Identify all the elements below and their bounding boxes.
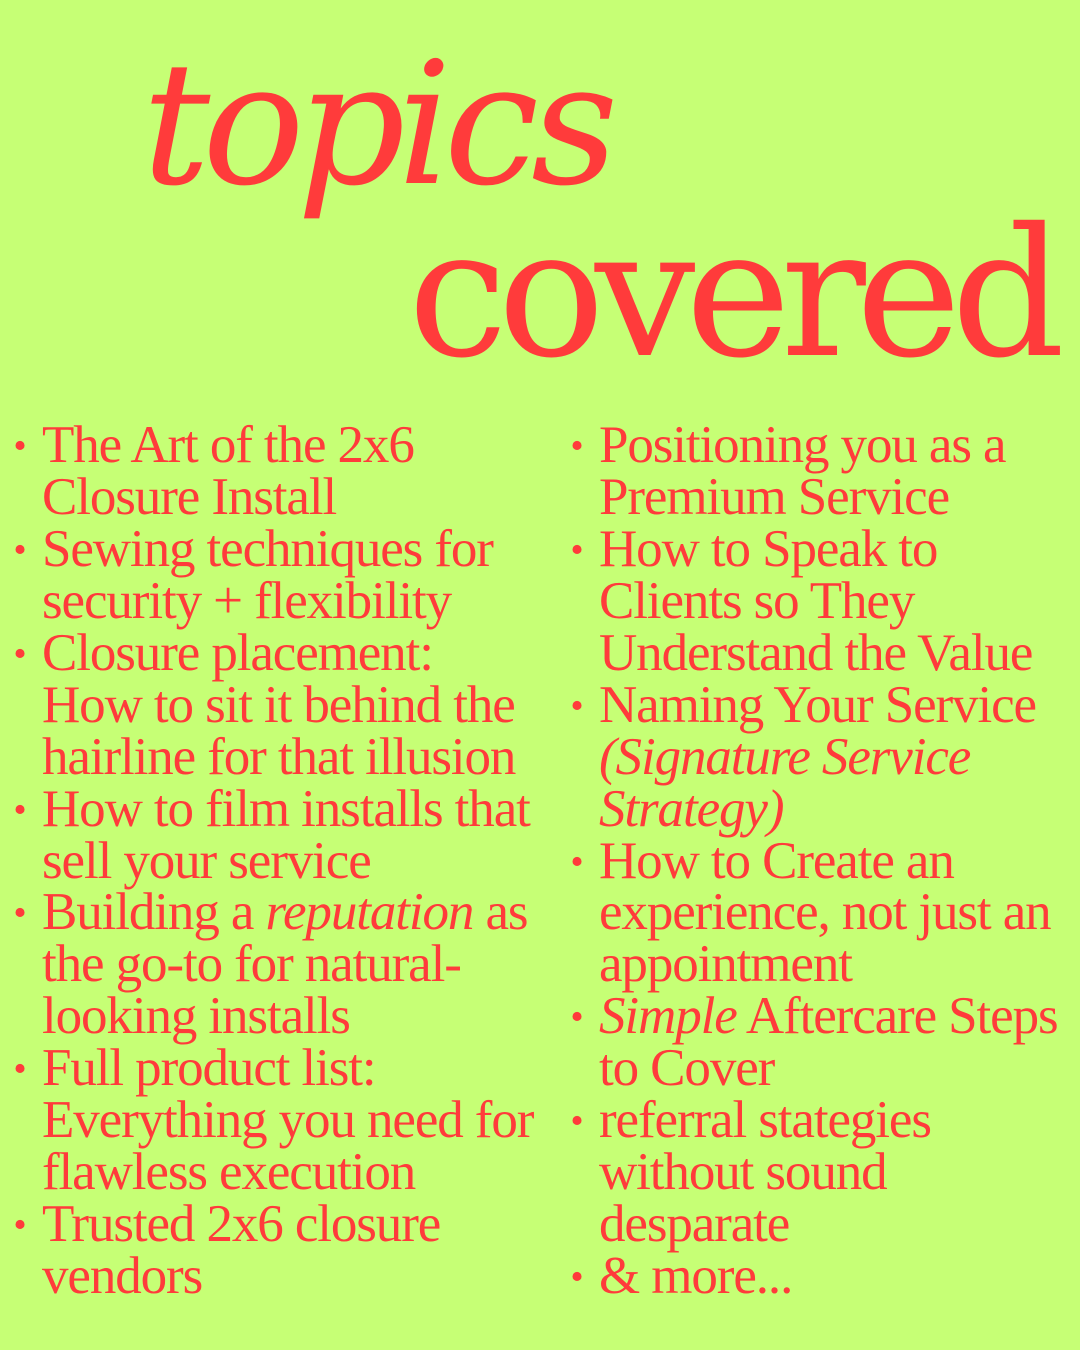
bullet-icon: • [13, 528, 27, 571]
topic-line: Premium Service [599, 467, 949, 526]
topic-line: Full product list: [42, 1039, 376, 1098]
bullet-icon: • [13, 892, 27, 935]
topic-referral-strategies [565, 1091, 1070, 1254]
topic-premium-service [565, 416, 1070, 526]
topic-line: security + flexibility [42, 571, 451, 630]
topic-italic-text: Simple [599, 987, 737, 1046]
title-covered: covered [408, 190, 1056, 397]
topic-line: without sound [599, 1143, 887, 1202]
topic-line: experience, not just an [599, 883, 1051, 942]
topic-naming-service [565, 675, 1070, 838]
topic-line: Clients so They [599, 571, 915, 630]
topic-line: Understand the Value [599, 623, 1033, 682]
bullet-icon: • [570, 528, 584, 571]
bullet-icon: • [570, 1256, 584, 1298]
topic-line: Trusted 2x6 closure [42, 1195, 441, 1254]
topic-sewing-techniques [8, 519, 543, 630]
topic-line: sell your service [42, 831, 371, 890]
bullet-icon: • [570, 684, 584, 727]
topic-line: Positioning you as a [599, 416, 1006, 474]
topic-line: How to film installs that [42, 779, 530, 838]
topic-line: Naming Your Service [599, 675, 1036, 734]
topic-aftercare-steps [565, 987, 1070, 1098]
topic-create-experience [565, 831, 1070, 994]
topic-film-installs [8, 779, 543, 890]
topic-line: How to Create an [599, 831, 954, 890]
topic-line: looking installs [42, 987, 350, 1046]
topic-line: Sewing techniques for [42, 519, 493, 578]
bullet-icon: • [13, 632, 27, 675]
topic-first-line [42, 883, 543, 942]
topic-line: Closure Install [42, 467, 337, 526]
bullet-icon: • [570, 425, 584, 467]
topic-closure-placement [8, 623, 543, 786]
bullet-icon: • [13, 788, 27, 831]
topic-line: referral stategies [599, 1091, 931, 1150]
bullet-icon: • [570, 1100, 584, 1143]
right-topic-list [565, 416, 1070, 1305]
topic-line: vendors [42, 1247, 203, 1305]
topic-italic-text: reputation [265, 883, 474, 942]
bullet-icon: • [570, 996, 584, 1039]
topic-line: Closure placement: [42, 623, 433, 682]
topic-2x6-closure-install [8, 416, 543, 526]
topic-line: to Cover [599, 1039, 775, 1098]
left-topic-list [8, 416, 543, 1305]
title-topics: topics [142, 26, 611, 224]
topic-line: flawless execution [42, 1143, 416, 1202]
topic-line: the go-to for natural- [42, 935, 461, 994]
topic-building-reputation [8, 883, 543, 1046]
topic-line: How to sit it behind the [42, 675, 515, 734]
topic-line: How to Speak to [599, 519, 938, 578]
topic-line: appointment [599, 935, 852, 994]
topic-speak-to-clients [565, 519, 1070, 682]
topic-and-more [565, 1247, 1070, 1305]
topic-line: hairline for that illusion [42, 727, 516, 786]
topic-first-line [599, 987, 1070, 1046]
topics-list-section [0, 416, 1080, 1320]
topic-full-product-list [8, 1039, 543, 1202]
topic-italic-line: (Signature Service [599, 727, 971, 786]
bullet-icon: • [13, 1204, 27, 1247]
topic-line: Everything you need for [42, 1091, 534, 1150]
topic-closure-vendors [8, 1195, 543, 1305]
topic-line: & more... [599, 1247, 793, 1305]
topic-text: Aftercare Steps [736, 987, 1058, 1046]
bullet-icon: • [570, 840, 584, 883]
bullet-icon: • [13, 425, 27, 467]
topic-text: as [473, 883, 528, 942]
bullet-icon: • [13, 1048, 27, 1091]
topic-line: The Art of the 2x6 [42, 416, 414, 474]
topic-italic-line: Strategy) [599, 779, 784, 838]
topic-line: desparate [599, 1195, 790, 1254]
topic-text: Building a [42, 883, 266, 942]
